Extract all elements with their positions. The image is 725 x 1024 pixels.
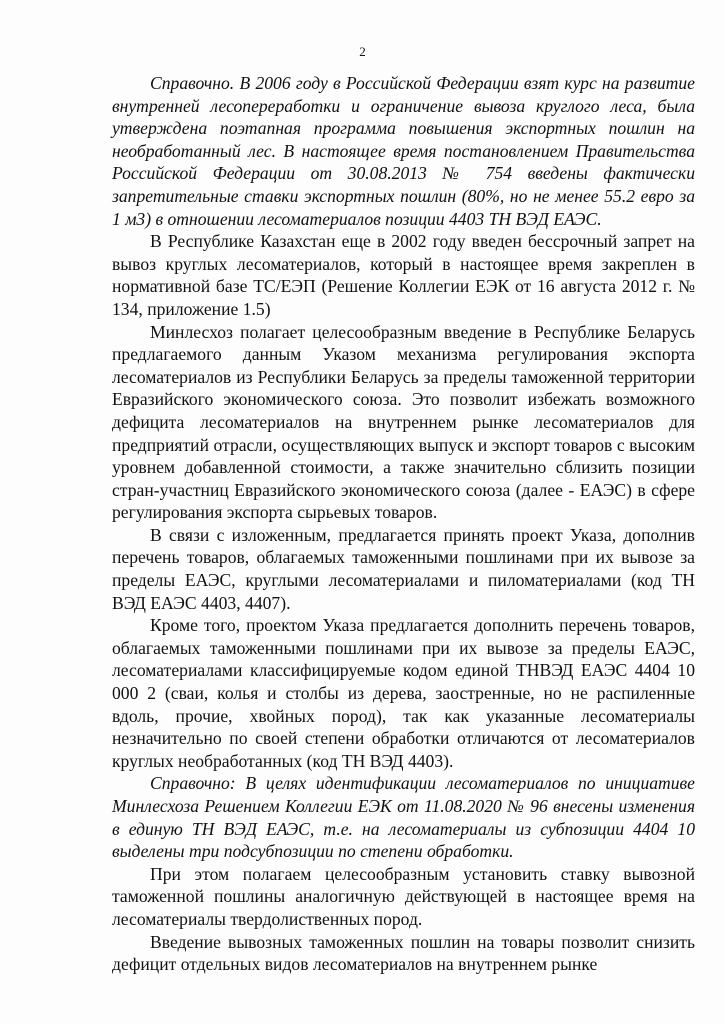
paragraph-decree-proposal: В связи с изложенным, предлагается принять проект Указа, дополнив перечень товаров, облагаемых таможенными пошлинами при их вывозе за пределы ЕАЭС, круглыми лесоматериалами и пиломатериалами (код ТН ВЭД ЕАЭС 4403, 4407). <box>112 524 695 613</box>
paragraph-duty-rate: При этом полагаем целесообразным установить ставку вывозной таможенной пошлины аналогичную действующей в настоящее время на лесоматериалы твердолиственных пород. <box>112 863 695 929</box>
page-number: 2 <box>359 44 366 59</box>
paragraph-additional-codes: Кроме того, проектом Указа предлагается дополнить перечень товаров, облагаемых таможенными пошлинами при их вывозе за пределы ЕАЭС, лесоматериалами классифицируемые кодом единой ТНВЭД ЕАЭС 4404 10 000 2 (сваи, колья и столбы из дерева, заостренные, но не распиленные вдоль, прочие, хвойных пород), так как указанные лесоматериалы незначительно по своей степени обработки отличаются от лесоматериалов круглых необработанных (код ТН ВЭД 4403). <box>112 615 695 771</box>
paragraph-kazakhstan: В Республике Казахстан еще в 2002 году введен бессрочный запрет на вывоз круглых лесоматериалов, который в настоящее время закреплен в нормативной базе ТС/ЕЭП (Решение Коллегии ЕЭК от 16 августа 2012 г. № 134, приложение 1.5) <box>112 231 695 319</box>
paragraph-export-duties: Введение вывозных таможенных пошлин на товары позволит снизить дефицит отдельных видов лесоматериалов на внутреннем рынке <box>112 931 695 975</box>
document-body <box>112 72 695 976</box>
paragraph-reference-eec: Справочно: В целях идентификации лесоматериалов по инициативе Минлесхоза Решением Коллегии ЕЭК от 11.08.2020 № 96 внесены изменения в единую ТН ВЭД ЕАЭС, т.е. на лесоматериалы из субпозиции 4404 10 выделены три подсубпозиции по степени обработки. <box>112 773 695 862</box>
paragraph-minleskhoz-proposal: Минлесхоз полагает целесообразным введение в Республике Беларусь предлагаемого данным Указом механизма регулирования экспорта лесоматериалов из Республики Беларусь за пределы таможенной территории Евразийского экономического союза. Это позволит избежать возможного дефицита лесоматериалов на внутреннем рынке лесоматериалов для предприятий отрасли, осуществляющих выпуск и экспорт товаров с высоким уровнем добавленной стоимости, а также значительно сблизить позиции стран-участниц Евразийского экономического союза (далее - ЕАЭС) в сфере регулирования экспорта сырьевых товаров. <box>112 321 695 523</box>
paragraph-reference-russia: Справочно. В 2006 году в Российской Федерации взят курс на развитие внутренней лесопереработки и ограничение вывоза круглого леса, была утверждена поэтапная программа повышения экспортных пошлин на необработанный лес. В настоящее время постановлением Правительства Российской Федерации от 30.08.2013 № 754 введены фактически запретительные ставки экспортных пошлин (80%, но не менее 55.2 евро за 1 м3) в отношении лесоматериалов позиции 4403 ТН ВЭД ЕАЭС. <box>112 73 695 229</box>
